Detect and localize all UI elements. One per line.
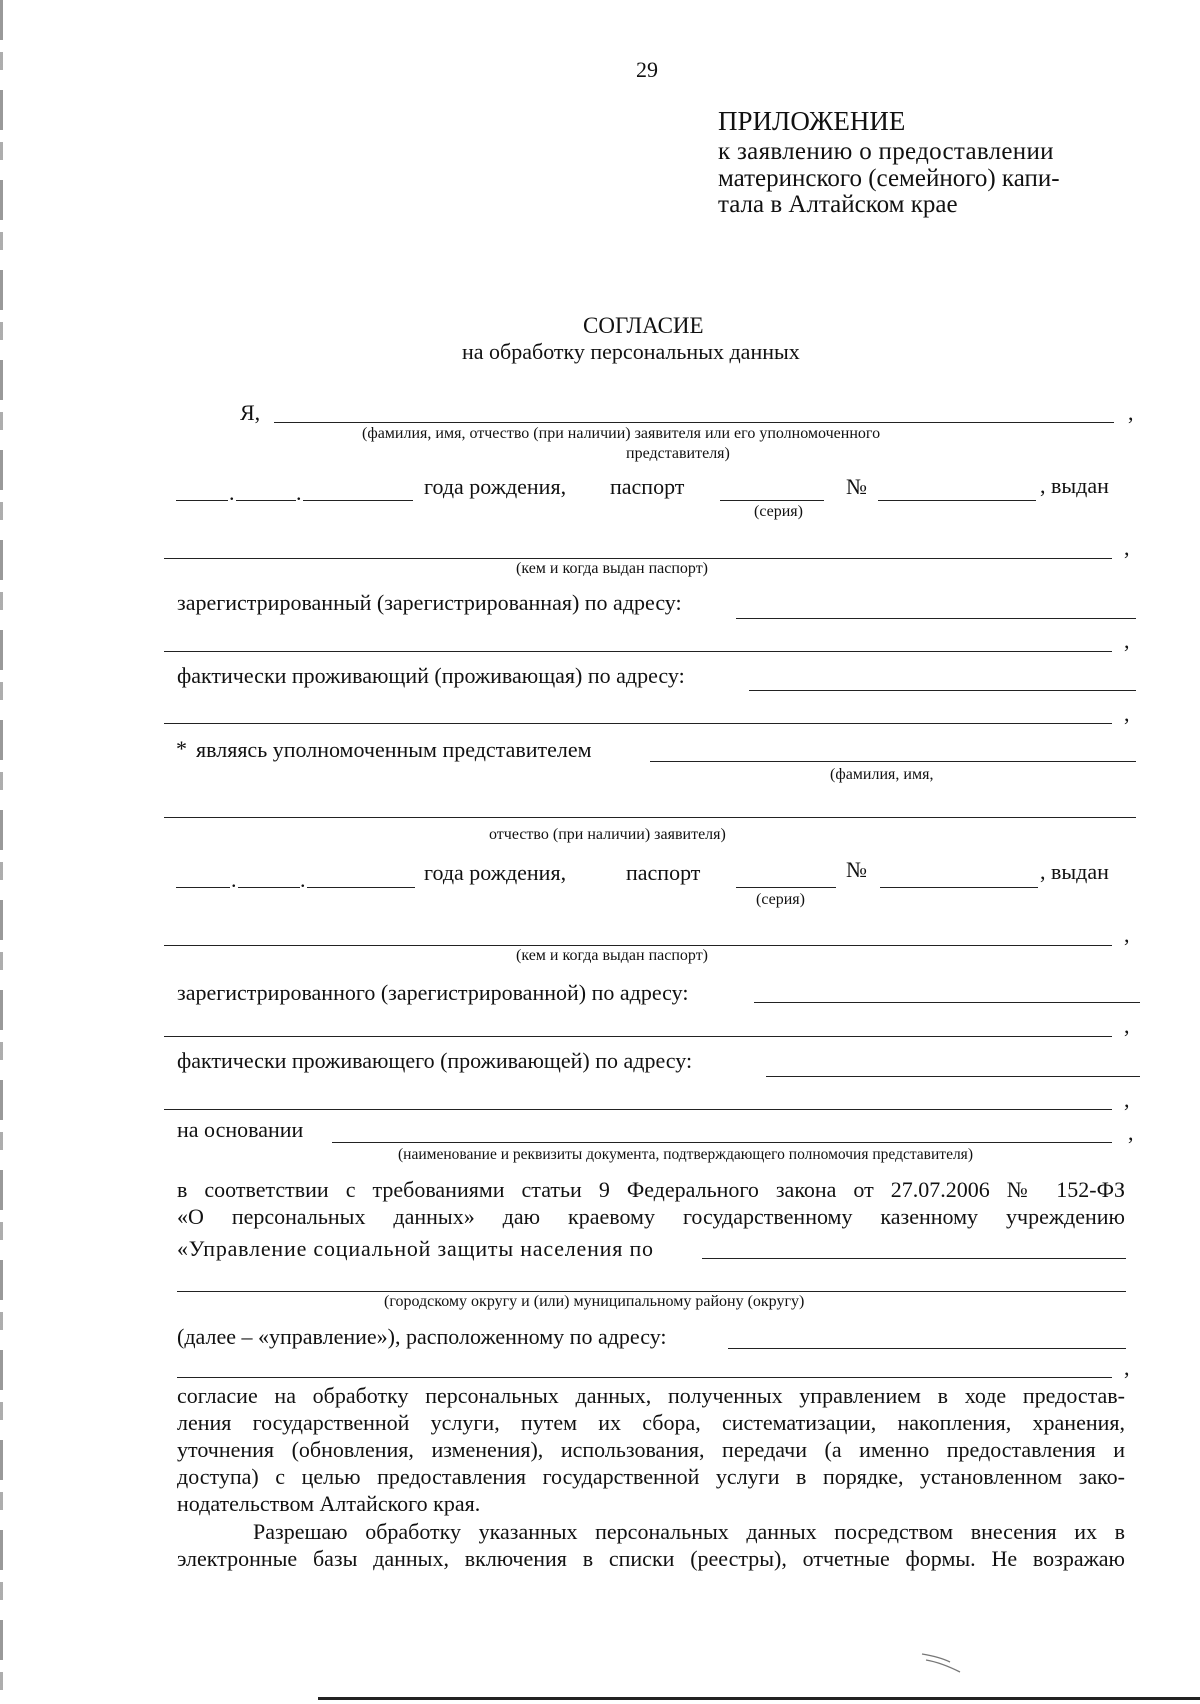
date-dot: . <box>300 867 306 892</box>
appendix-line: к заявлению о предоставлении <box>718 138 1054 165</box>
series-caption: (серия) <box>756 891 805 908</box>
representative-field-line-2 <box>164 817 1136 818</box>
number-field-line <box>880 887 1038 888</box>
comma: , <box>1124 628 1130 653</box>
law-line: «О персональных данных» даю краевому государственному казенному учреждению <box>177 1204 1125 1229</box>
date-dot: . <box>231 867 237 892</box>
birth-month-line <box>238 887 300 888</box>
scan-edge-artifact <box>0 0 3 1704</box>
representative-caption: отчество (при наличии) заявителя) <box>489 826 726 843</box>
comma: , <box>1124 1355 1130 1380</box>
actual-address-label: фактически проживающего (проживающей) по адресу: <box>177 1048 693 1073</box>
registered-field-line <box>754 1002 1140 1003</box>
registered-label: зарегистрированный (зарегистрированная) по адресу: <box>177 590 682 615</box>
representative-label: являясь уполномоченным представителем <box>196 737 592 762</box>
document-title: СОГЛАСИЕ <box>583 313 704 338</box>
comma: , <box>1124 1087 1130 1112</box>
series-field-line <box>720 500 824 501</box>
issued-field-line <box>164 945 1112 946</box>
actual-address-field-line-2 <box>164 723 1112 724</box>
issued-label: , выдан <box>1040 859 1109 884</box>
actual-address-label: фактически проживающий (проживающая) по адресу: <box>177 663 685 688</box>
fio-field-line <box>274 422 1114 423</box>
issued-field-line <box>164 558 1112 559</box>
birth-month-line <box>236 500 296 501</box>
series-field-line <box>736 887 836 888</box>
date-dot: . <box>229 480 235 505</box>
permission-line: электронные базы данных, включения в списки (реестры), отчетные формы. Не возражаю <box>177 1546 1125 1571</box>
basis-caption: (наименование и реквизиты документа, подтверждающего полномочия представителя) <box>398 1146 973 1163</box>
appendix-line: тала в Алтайском крае <box>718 191 958 218</box>
consent-line: доступа) с целью предоставления государственной услуги в порядке, установленном зако- <box>177 1464 1125 1489</box>
number-field-line <box>878 500 1036 501</box>
representative-caption: (фамилия, имя, <box>830 766 934 783</box>
district-field-line <box>702 1258 1126 1259</box>
permission-paragraph <box>177 1518 1125 1572</box>
number-sign: № <box>846 857 867 882</box>
fio-caption: представителя) <box>626 445 730 462</box>
registered-field-line-2 <box>164 651 1112 652</box>
department-address-line-2 <box>177 1377 1112 1378</box>
basis-field-line <box>332 1142 1112 1143</box>
asterisk: * <box>176 736 187 761</box>
actual-address-field-line <box>749 690 1136 691</box>
comma: , <box>1124 535 1130 560</box>
actual-address-field-line <box>766 1076 1140 1077</box>
birth-day-line <box>176 500 228 501</box>
registered-label: зарегистрированного (зарегистрированной) по адресу: <box>177 980 689 1005</box>
consent-line: согласие на обработку персональных данных, полученных управлением в ходе предостав- <box>177 1383 1125 1408</box>
handwritten-mark <box>920 1648 980 1678</box>
appendix-heading: ПРИЛОЖЕНИЕ <box>718 106 906 136</box>
document-subtitle: на обработку персональных данных <box>462 339 800 364</box>
district-field-line-2 <box>177 1291 1126 1292</box>
series-caption: (серия) <box>754 503 803 520</box>
comma: , <box>1124 701 1130 726</box>
permission-line: Разрешаю обработку указанных персональных данных посредством внесения их в <box>253 1519 1125 1544</box>
district-caption: (городскому округу и (или) муниципальному району (округу) <box>384 1293 805 1310</box>
department-address-line <box>728 1348 1126 1349</box>
number-sign: № <box>846 474 867 499</box>
law-line: «Управление социальной защиты населения по <box>177 1236 654 1261</box>
registered-field-line-2 <box>164 1036 1112 1037</box>
date-dot: . <box>296 480 302 505</box>
further-label: (далее – «управление»), расположенному по адресу: <box>177 1324 667 1349</box>
birth-label: года рождения, <box>424 860 567 885</box>
birth-label: года рождения, <box>424 474 567 499</box>
birth-day-line <box>176 887 230 888</box>
actual-address-field-line-2 <box>164 1109 1112 1110</box>
consent-line: нодательством Алтайского края. <box>177 1491 481 1516</box>
basis-label: на основании <box>177 1117 304 1142</box>
bottom-border-line <box>318 1697 1200 1700</box>
comma: , <box>1128 400 1134 425</box>
consent-line: ления государственной услуги, путем их сбора, систематизации, накопления, хранения, <box>177 1410 1125 1435</box>
birth-year-line <box>303 500 413 501</box>
law-line: в соответствии с требованиями статьи 9 Федерального закона от 27.07.2006 № 152-ФЗ <box>177 1177 1125 1202</box>
comma: , <box>1128 1120 1134 1145</box>
consent-line: уточнения (обновления, изменения), использования, передачи (а именно предоставления и <box>177 1437 1125 1462</box>
passport-label: паспорт <box>626 860 701 885</box>
page-number: 29 <box>636 57 658 82</box>
issued-label: , выдан <box>1040 473 1109 498</box>
registered-field-line <box>736 618 1136 619</box>
consent-paragraph <box>177 1382 1125 1517</box>
representative-field-line <box>650 761 1136 762</box>
appendix-line: материнского (семейного) капи- <box>718 165 1060 192</box>
issued-caption: (кем и когда выдан паспорт) <box>516 947 709 964</box>
issued-caption: (кем и когда выдан паспорт) <box>516 560 709 577</box>
comma: , <box>1124 922 1130 947</box>
ya-label: Я, <box>240 400 261 425</box>
fio-caption: (фамилия, имя, отчество (при наличии) заявителя или его уполномоченного <box>362 425 881 442</box>
passport-label: паспорт <box>610 474 685 499</box>
law-paragraph <box>177 1176 1125 1230</box>
comma: , <box>1124 1013 1130 1038</box>
birth-year-line <box>307 887 415 888</box>
